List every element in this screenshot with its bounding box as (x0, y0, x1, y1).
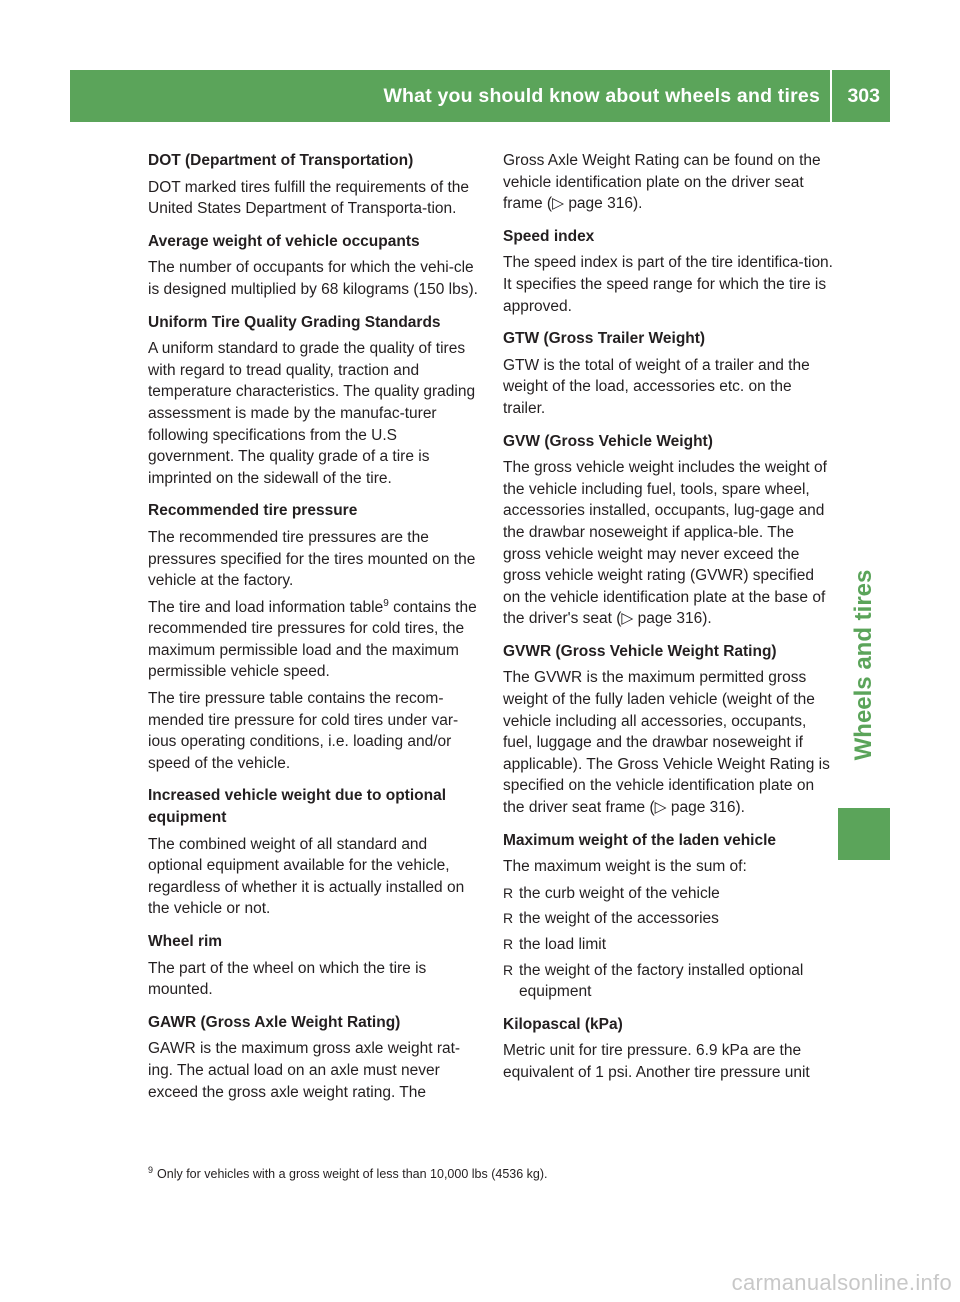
section-heading-kpa: Kilopascal (kPa) (503, 1015, 623, 1033)
watermark: carmanualsonline.info (731, 1270, 952, 1295)
section-heading-gtw: GTW (Gross Trailer Weight) (503, 330, 706, 348)
section-heading-dot: DOT (Department of Transportation) (148, 152, 414, 169)
section-heading-wheel-rim: Wheel rim (148, 933, 223, 950)
footnote-text: Only for vehicles with a gross weight of less than 10,000 lbs (4536 kg). (157, 1167, 548, 1181)
list-item-text: the weight of the accessories (519, 910, 719, 928)
side-tab (838, 540, 890, 790)
section-text-gawr-continued: Gross Axle Weight Rating can be found on the vehicle identification plate on the driver seat frame (▷ page 316). (503, 152, 821, 213)
list-item (503, 960, 835, 1003)
section-heading-occupants: Average weight of vehicle occupants (148, 232, 420, 250)
side-tab-label: Wheels and tires (850, 569, 877, 761)
section-text-gawr: GAWR is the maximum gross axle weight rat-ing. The actual load on an axle must never exceed the gross axle weight rating. The (148, 1040, 461, 1101)
section-heading-optional-equipment: Increased vehicle weight due to optional equipment (148, 787, 447, 827)
section-heading-max-weight: Maximum weight of the laden vehicle (503, 831, 777, 849)
section-heading-gvw: GVW (Gross Vehicle Weight) (503, 432, 713, 450)
bullet-icon: R (503, 936, 514, 952)
section-text-occupants: The number of occupants for which the vehi-cle is designed multiplied by 68 kilograms (150 lbs). (148, 259, 478, 298)
section-heading-utqg: Uniform Tire Quality Grading Standards (148, 313, 441, 331)
section-heading-recommended-pressure: Recommended tire pressure (148, 502, 358, 520)
section-text-utqg: A uniform standard to grade the quality of tires with regard to tread quality, traction and temperature characteristics. The quality grading assessment is made by the manufac-turer following specifications from the U.S government. The quality grade of a tire is imprinted on the sidewall of the tire. (148, 340, 476, 487)
section-text-gvw: The gross vehicle weight includes the weight of the vehicle including fuel, tools, spare wheel, accessories installed, occupants, lug-gage and the drawbar noseweight if applica-ble. The gross vehicle weight may never exceed the gross vehicle weight rating (GVWR) specified on the vehicle identification plate at the base of the driver's seat (▷ page 316). (503, 459, 827, 628)
list-item-text: the load limit (519, 936, 607, 953)
section-text-gvwr: The GVWR is the maximum permitted gross weight of the fully laden vehicle (weight of the vehicle including all accessories, occupants, fuel, luggage and the drawbar noseweight if applicable). The Gross Vehicle Weight Rating is specified on the vehicle identification plate on the driver seat frame (▷ page 316). (503, 669, 830, 817)
max-weight-list (503, 883, 835, 1003)
section-text-dot: DOT marked tires fulfill the requirements of the United States Department of Transporta-tion. (148, 178, 470, 218)
page-number: 303 (847, 85, 880, 107)
footnote-reference[interactable]: 9 (383, 597, 389, 609)
section-text-recommended-pressure-3: The tire pressure table contains the recom-mended tire pressure for cold tires under var-ious operating conditions, i.e. loading and/or speed of the vehicle. (148, 690, 459, 772)
left-column (148, 150, 484, 1108)
section-text-speed-index: The speed index is part of the tire identifica-tion. It specifies the speed range for which the tire is approved. (503, 254, 833, 315)
page-header (70, 70, 890, 122)
text-fragment: contains the recommended tire pressures for cold tires, the maximum permissible load and the maximum permissible vehicle speed. (148, 598, 477, 681)
section-heading-speed-index: Speed index (503, 227, 595, 245)
list-item (503, 908, 835, 930)
side-tab-marker (838, 808, 890, 860)
section-heading-gvwr: GVWR (Gross Vehicle Weight Rating) (503, 642, 777, 660)
section-text-wheel-rim: The part of the wheel on which the tire is mounted. (148, 959, 427, 999)
footnote (148, 1166, 848, 1182)
bullet-icon: R (503, 910, 514, 927)
header-separator (830, 70, 832, 122)
bullet-icon: R (503, 961, 514, 978)
section-text-optional-equipment: The combined weight of all standard and optional equipment available for the vehicle, regardless of whether it is actually installed on the vehicle or not. (148, 835, 465, 918)
section-heading-gawr: GAWR (Gross Axle Weight Rating) (148, 1013, 401, 1031)
list-item (503, 883, 835, 905)
list-item (503, 934, 835, 956)
section-text-kpa: Metric unit for tire pressure. 6.9 kPa are the equivalent of 1 psi. Another tire pressure unit (503, 1042, 810, 1081)
header-title: What you should know about wheels and tires (383, 85, 820, 107)
section-text-max-weight-intro: The maximum weight is the sum of: (503, 858, 747, 876)
list-item-text: the curb weight of the vehicle (519, 884, 720, 902)
list-item-text: the weight of the factory installed optional equipment (519, 961, 804, 1001)
text-fragment: The tire and load information table (148, 598, 384, 616)
section-text-recommended-pressure-2 (148, 597, 484, 683)
section-text-recommended-pressure-1: The recommended tire pressures are the pressures specified for the tires mounted on the vehicle at the factory. (148, 528, 476, 590)
bullet-icon: R (503, 884, 514, 901)
section-text-gtw: GTW is the total of weight of a trailer and the weight of the load, accessories etc. on the trailer. (503, 356, 810, 417)
right-column (503, 150, 835, 1089)
footnote-marker: 9 (148, 1164, 154, 1175)
